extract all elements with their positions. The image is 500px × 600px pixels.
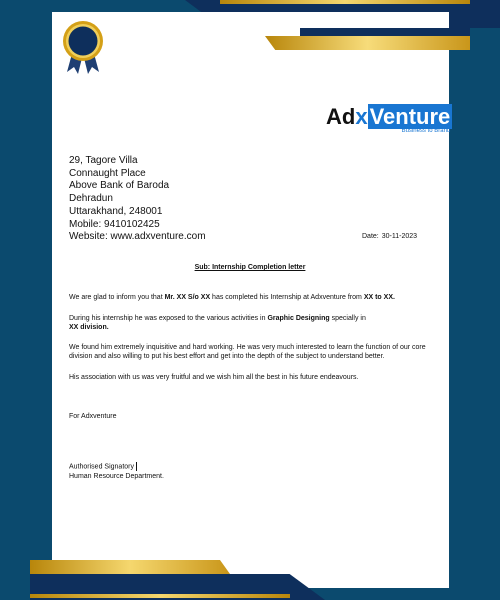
text: We are glad to inform you that <box>69 294 165 301</box>
logo-text-x: x <box>355 104 368 129</box>
mobile-number: Mobile: 9410102425 <box>69 218 160 230</box>
sender-address <box>69 155 206 244</box>
text: During his internship he was exposed to the various activities in <box>69 315 268 322</box>
text: specially in <box>329 315 366 322</box>
division-name: XX division. <box>69 324 109 331</box>
paragraph-performance: We found him extremely inquisitive and hard working. He was very much interested to learn the function of our core division and also willing to put his best effort and get into the depth of the subject to understand better. <box>69 344 426 360</box>
paragraph-wishes: His association with us was very fruitful and we wish him all the best in his future endeavours. <box>69 374 359 381</box>
subject-line: Sub: Internship Completion letter <box>194 264 306 271</box>
letter-date <box>362 233 417 240</box>
field-of-work: Graphic Designing <box>267 315 330 322</box>
signatory-department: Human Resource Department. <box>69 473 164 481</box>
paragraph-exposure <box>69 314 443 332</box>
logo-tagline: Business to Brand <box>401 128 451 134</box>
website: Website: www.adxventure.com <box>69 231 206 243</box>
logo-text-venture: Venture <box>369 104 451 129</box>
address-line: Above Bank of Baroda <box>69 180 170 192</box>
decorative-stripe-top-gold-2 <box>265 36 470 50</box>
logo-text-ad: Ad <box>326 104 356 129</box>
signature-block <box>69 462 164 482</box>
text: has completed his Internship at Adxventure from <box>210 294 364 301</box>
address-line: Dehradun <box>69 193 113 205</box>
signoff: For Adxventure <box>69 413 117 420</box>
address-line: Connaught Place <box>69 167 146 179</box>
internship-period: XX to XX. <box>363 294 395 301</box>
date-value: 30-11-2023 <box>381 233 418 240</box>
paragraph-completion <box>69 293 443 302</box>
company-logo <box>326 104 452 134</box>
text-cursor <box>136 462 137 471</box>
decorative-stripe-bottom-gold-2 <box>30 594 290 598</box>
decorative-stripe-bottom-gold <box>30 560 230 574</box>
intern-name: Mr. XX S/o XX <box>164 294 211 301</box>
address-line: 29, Tagore Villa <box>69 155 138 166</box>
signatory-title: Authorised Signatory <box>69 463 134 471</box>
decorative-stripe-top-gold <box>220 0 470 4</box>
address-line: Uttarakhand, 248001 <box>69 205 163 217</box>
date-label: Date: <box>362 233 379 240</box>
award-seal-icon <box>60 20 106 76</box>
